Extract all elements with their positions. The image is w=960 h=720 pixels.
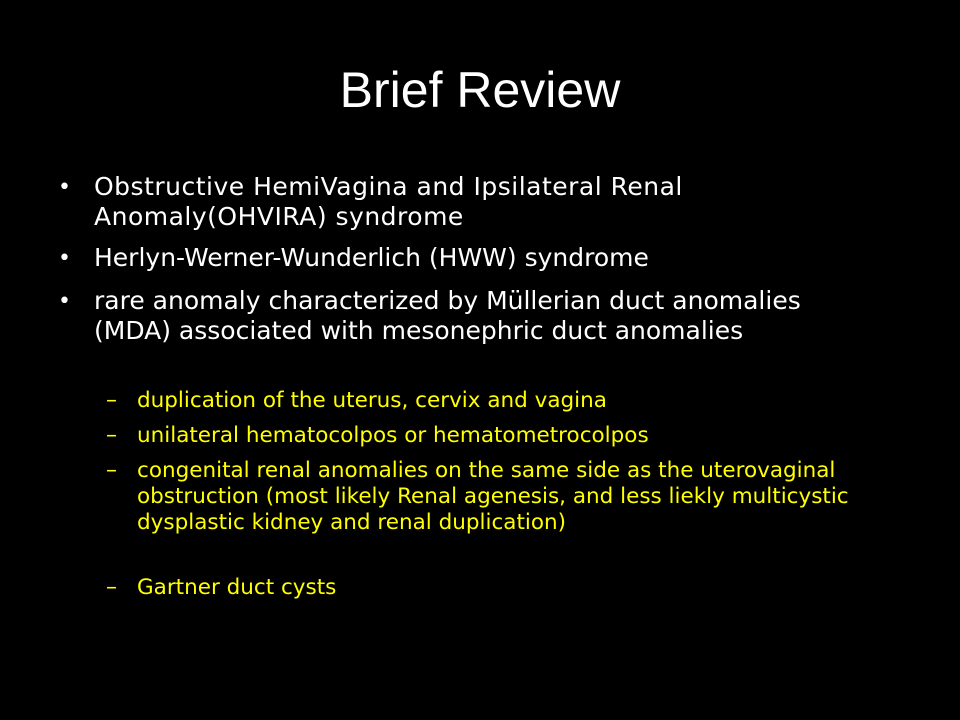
bullet-marker: • (58, 289, 71, 314)
bullet-text: rare anomaly characterized by Müllerian duct anomalies (MDA) associated with mesonephric duct anomalies (94, 286, 801, 345)
slide-title: Brief Review (339, 62, 621, 118)
sub-bullet-text: unilateral hematocolpos or hematometrocolpos (137, 423, 649, 448)
sub-bullet-text: Gartner duct cysts (137, 575, 337, 600)
sub-bullet-text: congenital renal anomalies on the same side as the uterovaginal obstruction (most likely Renal agenesis, and less liekly multicystic dysplastic kidney and renal duplication) (137, 458, 849, 535)
bullet-text: Obstructive HemiVagina and Ipsilateral Renal Anomaly(OHVIRA) syndrome (94, 172, 683, 231)
bullet-text: Herlyn-Werner-Wunderlich (HWW) syndrome (94, 243, 649, 272)
bullet-marker: • (58, 246, 71, 271)
sub-bullet-marker: – (106, 458, 117, 483)
bullet-marker: • (58, 175, 71, 200)
sub-bullet-marker: – (106, 388, 117, 413)
sub-bullet-marker: – (106, 575, 117, 600)
sub-bullet-marker: – (106, 423, 117, 448)
sub-bullet-text: duplication of the uterus, cervix and vagina (137, 388, 607, 413)
